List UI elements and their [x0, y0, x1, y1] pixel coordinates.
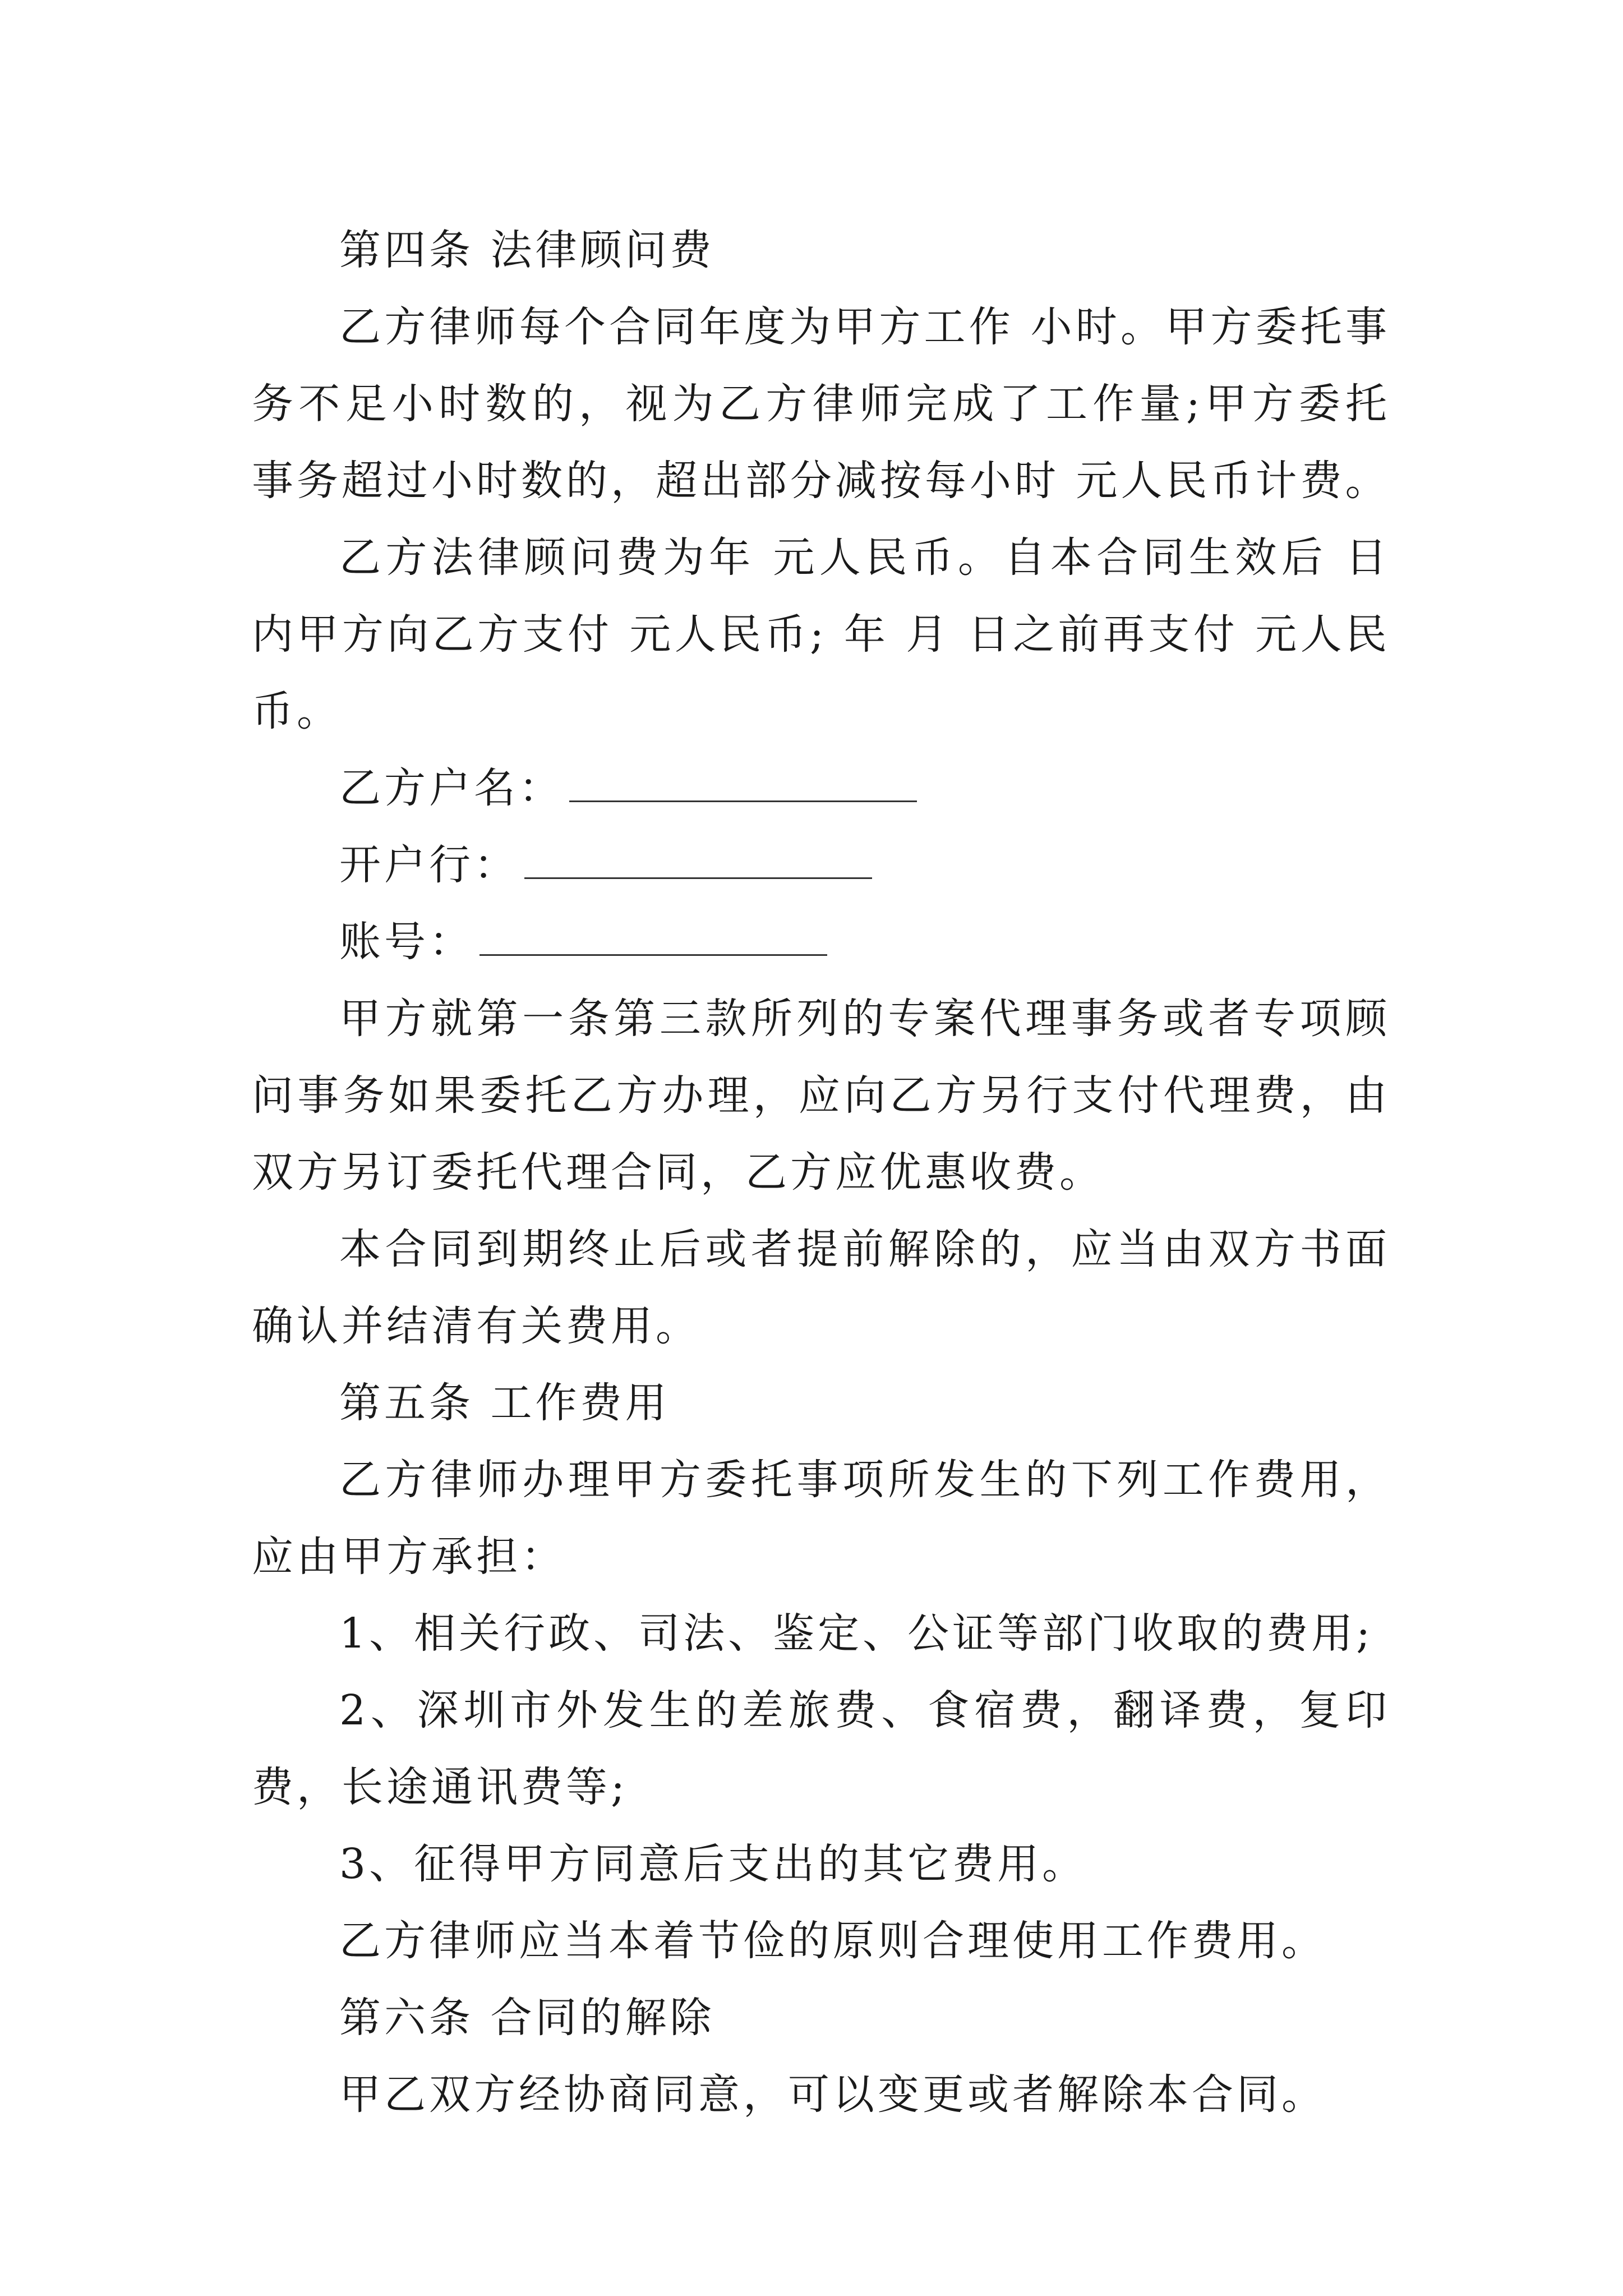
article-5-heading: 第五条 工作费用: [339, 1379, 670, 1427]
account-name-field[interactable]: [569, 756, 917, 802]
article-4-heading: 第四条 法律顾问费: [339, 226, 715, 274]
article-5-item-2: 2、深圳市外发生的差旅费、食宿费，翻译费，复印费，长途通讯费等;: [252, 1686, 1390, 1811]
account-name-label: 乙方户名：: [339, 764, 564, 812]
article-5-item-1: 1、相关行政、司法、鉴定、公证等部门收取的费用;: [339, 1609, 1374, 1658]
article-6-heading: 第六条 合同的解除: [339, 1994, 715, 2042]
article-4-paragraph-hours: 乙方律师每个合同年度为甲方工作 小时。甲方委托事务不足小时数的，视为乙方律师完成了工作量;甲方委托事务超过小时数的，超出部分减按每小时 元人民币计费。: [252, 303, 1390, 505]
article-4-paragraph-fee: 乙方法律顾问费为年 元人民币。自本合同生效后 日内甲方向乙方支付 元人民币; 年 月 日之前再支付 元人民币。: [252, 533, 1390, 735]
bank-field[interactable]: [524, 832, 872, 879]
article-6-paragraph: 甲乙双方经协商同意，可以变更或者解除本合同。: [339, 2070, 1326, 2119]
article-5-closing: 乙方律师应当本着节俭的原则合理使用工作费用。: [339, 1917, 1326, 1965]
account-name-row: [252, 750, 1390, 827]
account-number-label: 账号：: [339, 918, 474, 966]
article-4-paragraph-agency: 甲方就第一条第三款所列的专案代理事务或者专项顾问事务如果委托乙方办理，应向乙方另行支付代理费，由双方另订委托代理合同，乙方应优惠收费。: [252, 995, 1390, 1197]
article-5-intro: 乙方律师办理甲方委托事项所发生的下列工作费用，应由甲方承担：: [252, 1456, 1390, 1581]
article-5-item-3: 3、征得甲方同意后支出的其它费用。: [339, 1840, 1087, 1888]
account-number-row: [252, 904, 1390, 981]
document-body: [252, 212, 1390, 2133]
bank-label: 开户行：: [339, 841, 519, 889]
article-4-paragraph-settlement: 本合同到期终止后或者提前解除的，应当由双方书面确认并结清有关费用。: [252, 1225, 1390, 1350]
account-number-field[interactable]: [479, 909, 827, 956]
bank-row: [252, 827, 1390, 904]
